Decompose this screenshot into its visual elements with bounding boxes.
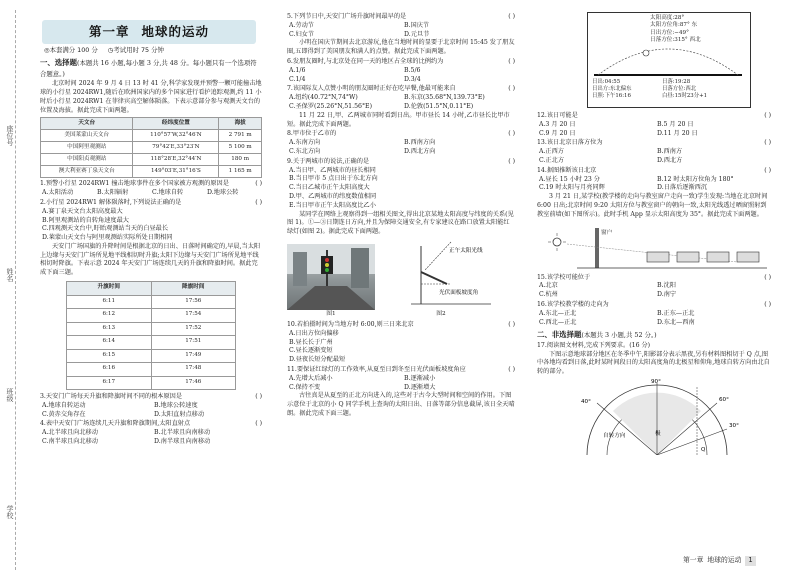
question-10: 10.若拍摄时间为当地方时 6:00,则三日来北京 ( ) A.日出方位向偏移 B.昼长长于广州 C.昼长逐渐变短 D.昼夜长短分配最短 (287, 320, 515, 364)
svg-text:Q: Q (701, 447, 706, 454)
intro-3: 小明在国庆节期间去北京游玩,他在当地时间的显要于北京时间 15:45 发了朋友圈,五即得到了美国朋友和满人的点赞。据此完成下面两题。 (287, 39, 515, 56)
table-row: 6:14 17:51 (67, 336, 236, 350)
question-14: 14.据图推断该日北京 ( ) A.昼长 15 小时 23 分 B.12 时太阳方位角为 180° C.19 时太阳与月亮同辉 D.日落后逐渐西沉 (537, 166, 771, 192)
cut-line (15, 10, 16, 570)
svg-text:30°: 30° (729, 423, 739, 430)
table-row: 6:13 17:52 (67, 322, 236, 336)
question-3: 3.天安门广场每天升旗和降旗时间不同的根本原因是 ( ) A.地球自转运动 B.地球公转速度 C.黄赤交角存在 D.太阳直射点移动 (40, 393, 262, 418)
intro-7: 3 月 21 日,某学校(教学楼的走向与教室窗户走向一致)学生发现:当地在北京时间 6:00 日出;北京时间 9:20 太阳方位与教室窗户的朝向一致,太阳光线透过晒窗照射到教室前墙(如下图所示)。此时手机 App 显示太阳高度为 35°。据此完成下面两题。 (537, 193, 768, 218)
figures-1-2 (287, 240, 515, 318)
intro-2: 天安门广场国旗的升降时间是根据北京的日出、日落时间确定的,早晨,当太阳上边缘与天安门广场所见地平线相切时升旗;太阳下边缘与天安门广场所见地平线相切时降旗。下表示意 2024 年天安门广场连续几天的升旗和降旗时间。据此完成下面三题。 (40, 242, 261, 277)
school-label: 学校 (6, 505, 14, 519)
chapter-banner (42, 20, 256, 44)
svg-text:40°: 40° (581, 399, 591, 406)
page-footer (683, 556, 756, 566)
table-row: 中国阿里观测站 79°42′E,33°23′N 5 100 m (41, 142, 262, 154)
phone-screenshot (587, 12, 751, 108)
sunray-label: 正午太阳光线 (449, 247, 483, 254)
panel-label: 光伏面板坡度角 (439, 289, 479, 296)
column-2 (287, 12, 515, 419)
table-row: 6:11 17:56 (67, 295, 236, 309)
solar-panel-diagram (381, 240, 501, 306)
column-3 (537, 12, 771, 455)
figure-2 (381, 240, 501, 318)
question-11: 11.要保证红绿灯的工作效率,从夏至日到冬至日光伏面板坡度角应 ( ) A.先增大后减小 B.逐渐减小 C.保持不变 D.逐渐增大 (287, 365, 515, 391)
figure-1-caption: 图1 (326, 310, 336, 317)
street-photo (287, 244, 375, 310)
classroom-diagram (537, 222, 771, 272)
intro-4: 11 月 22 日,甲、乙两城市同时看到日出。甲市昼长 14 小时,乙市昼长比甲市短。据此完成下面两题。 (287, 111, 510, 128)
svg-text:自转方向: 自转方向 (603, 433, 626, 440)
score-info: ◎本套满分 100 分 (44, 46, 98, 54)
question-8: 8.甲市位于乙市的 ( ) A.东南方向 B.西南方向 C.东北方向 D.西北方向 (287, 130, 515, 155)
question-7: 7.该国际友人点赞小明的朋友圈时正好在吃早餐,他最可能来自 ( ) A.纽约(40.72°N,74°W) B.东京(35.68°N,139.73°E) C.圣保罗(25.26°N,51.56°E) D.伦敦(51.5°N,0.11°E) (287, 85, 515, 110)
table-row: 中国阳贞观测站 118°28′E,32°44′N 180 m (41, 154, 262, 166)
question-17: 17.阅读图文材料,完成下列要求。(16 分) 下图示意地球部分地区在冬季中午,阳影部分表示黑夜,另有材料图相切于 Q 点,图中各地均看到日落,此时某时间段日的太阳高度角的北极星和仰角,地球自转方向由北自转的部分。 (537, 341, 770, 376)
seat-number-label: 座位号 (6, 125, 14, 146)
table-row: 6:17 17:46 (67, 376, 236, 390)
sun-info: 太阳高度:28° 太阳方位角:87° 东 日出方位:−49° 日落方位:315° 西北 (650, 15, 701, 43)
section-1-heading: 一、选择题(本题共 16 小题,每小题 3 分,共 48 分。每小题只有一个选项符合题意。) (40, 58, 257, 78)
observatory-table: 天文台 经纬度位置 海拔 美国莱蒙山天文台 110°57′W,32°46′N 2 791 m 中国阿里观测站 79°42′E,33°23′N 5 100 m 中国阳贞观测站 118°28′E,32°44′N 180 m 澳大利亚赛丁泉天文台 149°03′E,31°16′S 1 165 m (40, 117, 262, 178)
footer-title: 地球的运动 (707, 556, 742, 564)
question-16: 16.该学校教学楼的走向为 ( ) A.东北—正北 B.正东—正北 C.西北—正北 D.东北—西南 (537, 300, 771, 326)
page-number: 1 (745, 556, 755, 566)
svg-text:90°: 90° (651, 379, 661, 386)
question-15: 15.该学校可能位于 ( ) A.北京 B.沈阳 C.杭州 D.南宁 (537, 273, 771, 299)
exam-meta (44, 46, 262, 55)
class-label: 班级 (6, 388, 14, 402)
figure-2-caption: 图2 (436, 310, 446, 317)
question-4: 4.表中天安门广场连续几天升旗和降旗期间,太阳直射点 ( ) A.北半球且向北移动 B.北半球且向南移动 C.南半球且向北移动 D.南半球且向南移动 (40, 420, 262, 446)
intro-6: 古往真是从夏至的正北方向进入的,这些对于古今大型时间和空间的作用。下图示意位于北京的小 Q 同学手机上查询的太阳日出、日落等部分信息截屏,该日全天晴朗。据此完成下面三题。 (287, 392, 515, 417)
question-9: 9.关于两城市的说法,正确的是 ( ) A.当日甲、乙两城市的昼长相同 B.当日甲市 5 点日出于东北方向 C.当日乙城市正午太阳高度大 D.甲、乙两城市的纬度数值相同 E.当日甲市正午太阳高度比乙小 (287, 157, 515, 209)
name-label: 姓名 (6, 268, 14, 282)
section-2-heading: 二、非选择题(本题共 3 小题,共 52 分。) (537, 330, 657, 340)
intro-5: 某同学在网络上观察得到一组相关图文,得出北京某地太阳高度与纬度的关系(见图 1)。①—③日期连日方向,并且为保障交通安全,有专家建议在路口放置太阳能红绿灯(如图 2)。据此完成下面两题。 (287, 210, 514, 236)
svg-text:60°: 60° (719, 397, 729, 404)
question-13: 13.该日北京日落方位为 ( ) A.正西方 B.西南方 C.正北方 D.西北方 (537, 139, 771, 164)
rotation-dial-diagram (537, 377, 771, 455)
svg-text:极: 极 (655, 431, 661, 438)
table-row: 澳大利亚赛丁泉天文台 149°03′E,31°16′S 1 165 m (41, 166, 262, 178)
footer-chapter: 第一章 (683, 556, 704, 564)
figure-1 (287, 244, 375, 318)
table-row: 6:16 17:48 (67, 363, 236, 377)
question-1: 1.预警小行星 2024RW1 撞击地球事件在多个国家被方观测的原因是 ( ) A.太阳活动 B.太阳辐射 C.地球自转 D.地球公转 (40, 180, 262, 197)
sun-times: 日出:04:55 日落:19:28 日出方:东北偏东 日落方位:西北 日照:下午16:16 白昼:15时23分+1 (592, 79, 708, 99)
binding-margin (0, 0, 26, 578)
question-6: 6.发朋友圈时,与北京处在同一天的地区占全球的比例约为 ( ) A.1/6 B.5/6 C.1/4 D.3/4 (287, 57, 515, 83)
table-row: 6:12 17:54 (67, 309, 236, 323)
time-info: ◷考试用时 75 分钟 (107, 46, 164, 54)
intro-1: 北京时间 2024 年 9 月 4 日 13 时 41 分,科学家发现并预警一颗可能撞击地球的小行星 2024RW1,随后在欧洲国家内的多个国家进行看护追踪观测,约 11 小时后小行星 2024RW1 在菲律宾高空解体陨落。下表示意部分参与观测天文台的位置及海拔。据此完成下面两题。 (40, 80, 262, 114)
question-2: 2.小行星 2024RW1 解体陨落时,下列说法正确的是 ( ) A.赛丁泉天文台太阳高度最大 B.阿里观测站的自转角速度最大 C.四观测天文台中,盱眙观测站当天的白昼最长 D.莱蒙山天文台与阿里观测站实际所处日期相同 (40, 198, 262, 242)
question-12: 12.该日可能是 ( ) A.3 月 20 日 B.5 月 20 日 C.9 月 20 日 D.11 月 20 日 (537, 112, 771, 137)
flag-time-table: 升旗时间 降旗时间 6:11 17:56 6:12 17:54 6:13 17:52 6:14 17:51 6:15 17:49 6:16 17:48 6:17 17:46 (66, 281, 236, 390)
question-5: 5.下列节日中,天安门广场升旗时间最早的是 ( ) A.劳动节 B.国庆节 C.妇女节 D.元旦节 (287, 13, 515, 38)
table-row: 美国莱蒙山天文台 110°57′W,32°46′N 2 791 m (41, 130, 262, 142)
column-1 (40, 12, 262, 447)
table-row: 6:15 17:49 (67, 349, 236, 363)
window-label: 窗户 (601, 229, 613, 236)
chapter-number: 第一章 (88, 24, 130, 40)
chapter-title: 地球的运动 (141, 24, 210, 40)
